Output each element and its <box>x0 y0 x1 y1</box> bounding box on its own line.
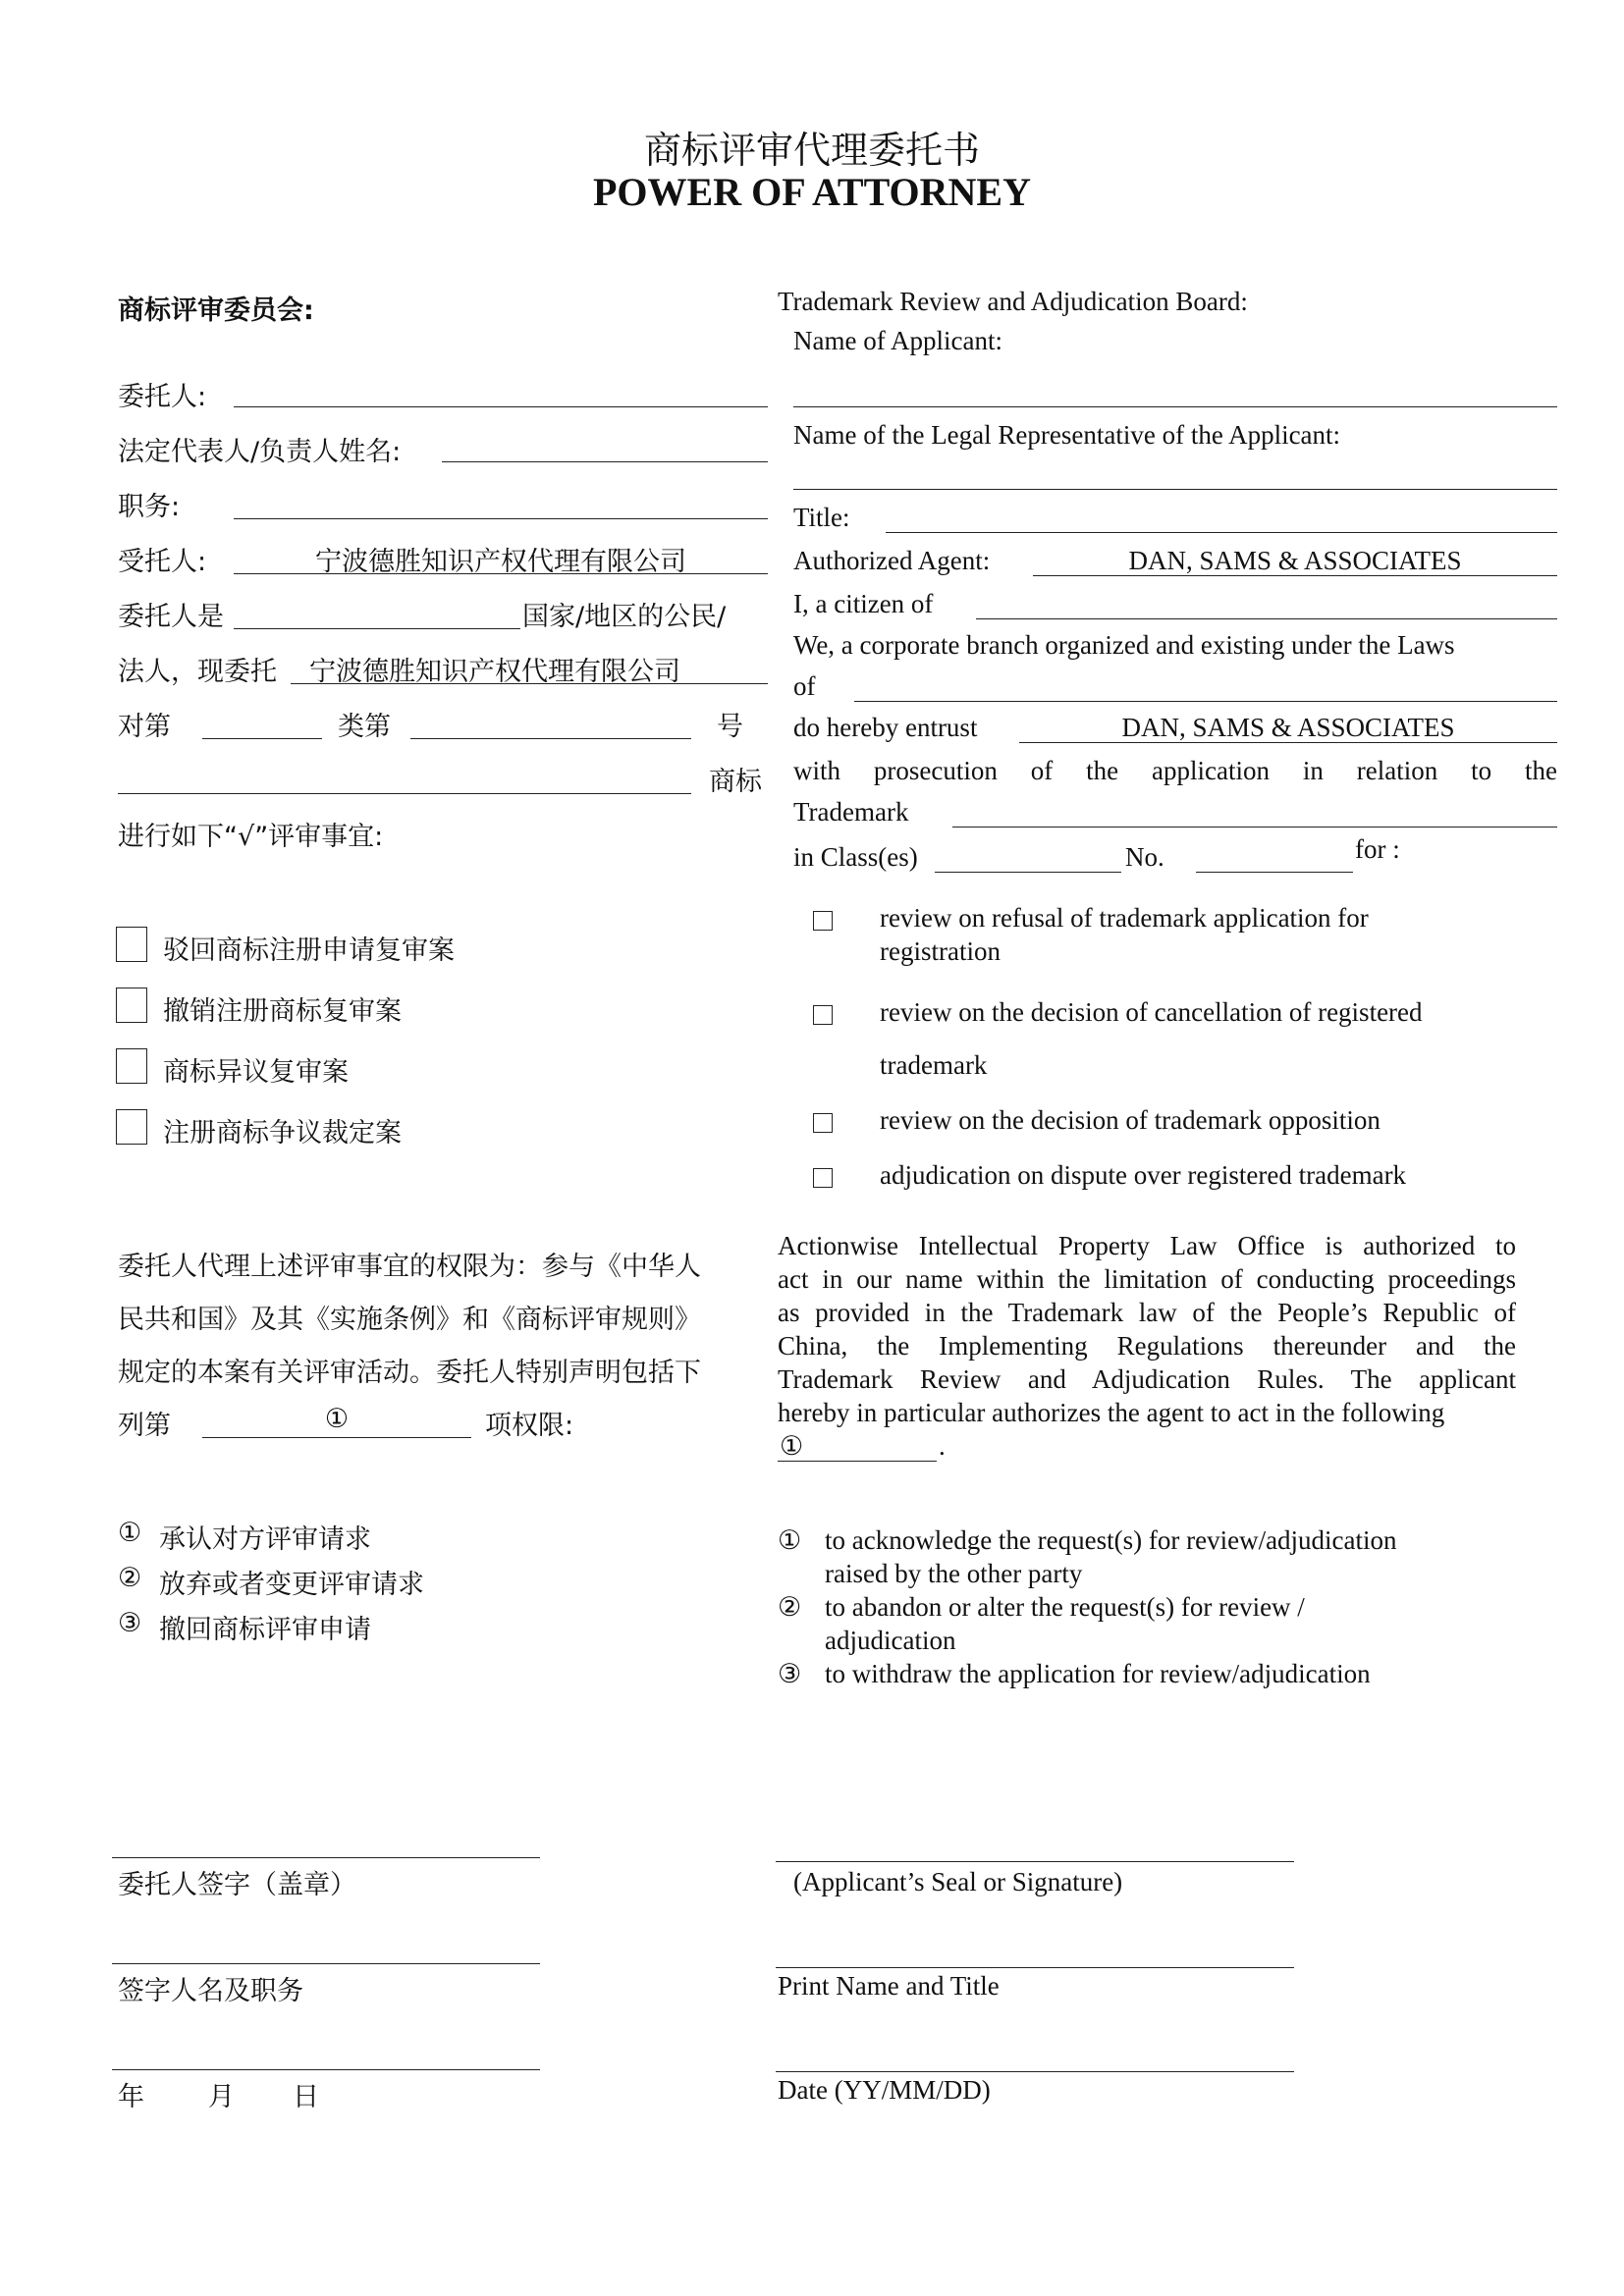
checkbox-refusal-review-en[interactable] <box>813 911 833 931</box>
trademark-field-zh[interactable] <box>118 793 691 794</box>
entrust-value-en: DAN, SAMS & ASSOCIATES <box>1121 713 1455 742</box>
power-text-zh: 撤回商标评审申请 <box>159 1615 371 1645</box>
authority-item-value-zh: ① <box>324 1404 350 1434</box>
signer-label-zh: 签字人名及职务 <box>118 1976 303 2006</box>
date-year-label: 年 <box>118 2082 144 2112</box>
signature-field-zh[interactable] <box>112 1857 540 1858</box>
class-field-en[interactable] <box>935 872 1121 873</box>
title-label: Title: <box>793 503 850 532</box>
power-number-zh: ③ <box>118 1608 142 1638</box>
checkbox-cancellation-review-zh[interactable] <box>116 988 147 1023</box>
entrust-field-zh[interactable] <box>291 683 768 684</box>
signature-label-zh: 委托人签字（盖章） <box>118 1870 356 1900</box>
class-label-b: 类第 <box>338 712 391 742</box>
legal-rep-label-zh: 法定代表人/负责人姓名: <box>118 437 402 467</box>
power-number-en: ③ <box>778 1659 802 1688</box>
entrust-label-en: do hereby entrust <box>793 713 978 742</box>
applicant-field[interactable] <box>793 406 1557 407</box>
date-label-en: Date (YY/MM/DD) <box>778 2075 991 2105</box>
power-number-zh: ① <box>118 1518 142 1548</box>
agent-value-en: DAN, SAMS & ASSOCIATES <box>1128 546 1462 575</box>
check-label-dispute-en: adjudication on dispute over registered trademark <box>880 1160 1407 1190</box>
trademark-suffix-zh: 商标 <box>709 767 762 797</box>
citizen-label-en: I, a citizen of <box>793 589 934 618</box>
power-number-zh: ② <box>118 1563 142 1593</box>
agent-field-zh[interactable] <box>234 573 768 574</box>
agent-label-zh: 受托人: <box>118 547 207 577</box>
number-field-en[interactable] <box>1196 872 1353 873</box>
authority-item-suffix-zh: 项权限: <box>485 1411 574 1441</box>
power-text-zh: 放弃或者变更评审请求 <box>159 1570 424 1600</box>
check-label-refusal-en: review on refusal of trademark application for <box>880 903 1369 933</box>
checkbox-dispute-adjudication-en[interactable] <box>813 1168 833 1188</box>
authority-line-en: Actionwise Intellectual Property Law Office is authorized to <box>778 1231 1516 1260</box>
power-number-en: ① <box>778 1525 802 1555</box>
class-label-en: in Class(es) <box>793 842 918 872</box>
laws-of-field[interactable] <box>854 701 1557 702</box>
power-text-en: to abandon or alter the request(s) for review / <box>825 1592 1305 1622</box>
power-text-en: raised by the other party <box>825 1559 1083 1588</box>
class-label-c: 号 <box>717 712 743 742</box>
authority-line-zh: 规定的本案有关评审活动。委托人特别声明包括下 <box>118 1358 701 1388</box>
signature-label-en: (Applicant’s Seal or Signature) <box>793 1867 1123 1896</box>
legal-rep-field-zh[interactable] <box>442 461 768 462</box>
agent-label-en: Authorized Agent: <box>793 546 991 575</box>
checkbox-refusal-review-zh[interactable] <box>116 927 147 962</box>
checkbox-opposition-review-en[interactable] <box>813 1113 833 1133</box>
authority-line-en: Trademark Review and Adjudication Rules. The applicant <box>778 1364 1516 1394</box>
signature-field-en[interactable] <box>776 1861 1294 1862</box>
checkbox-cancellation-review-en[interactable] <box>813 1005 833 1025</box>
title-zh: 商标评审代理委托书 <box>643 129 980 172</box>
citizen-prefix-zh: 委托人是 <box>118 602 224 632</box>
of-label: of <box>793 671 816 701</box>
authority-line-en: hereby in particular authorizes the agent to act in the following <box>778 1398 1445 1427</box>
title-en: POWER OF ATTORNEY <box>593 170 1031 214</box>
principal-label: 委托人: <box>118 382 207 412</box>
corporate-line: We, a corporate branch organized and existing under the Laws <box>793 630 1455 660</box>
check-label-opposition-en: review on the decision of trademark opposition <box>880 1105 1380 1135</box>
position-field[interactable] <box>234 518 768 519</box>
check-label-refusal-zh: 驳回商标注册申请复审案 <box>163 935 455 966</box>
check-intro-zh: 进行如下“√”评审事宜: <box>118 822 384 852</box>
entrust-value-zh: 宁波德胜知识产权代理有限公司 <box>309 657 680 687</box>
authority-line-zh: 民共和国》及其《实施条例》和《商标评审规则》 <box>118 1305 701 1335</box>
position-label: 职务: <box>118 492 181 522</box>
board-zh: 商标评审委员会: <box>118 295 314 326</box>
authority-line-en: act in our name within the limitation of conducting proceedings <box>778 1264 1516 1294</box>
authority-item-prefix-zh: 列第 <box>118 1411 171 1441</box>
date-field-en[interactable] <box>776 2071 1294 2072</box>
authority-line-zh: 委托人代理上述评审事宜的权限为：参与《中华人 <box>118 1252 701 1282</box>
applicant-label: Name of Applicant: <box>793 326 1002 355</box>
for-label-en: for : <box>1355 834 1400 864</box>
board-en: Trademark Review and Adjudication Board: <box>778 287 1248 316</box>
print-name-label: Print Name and Title <box>778 1971 1000 2001</box>
entrust-field-en[interactable] <box>1019 742 1557 743</box>
authority-item-field-en[interactable] <box>778 1461 937 1462</box>
citizen-field-zh[interactable] <box>234 628 520 629</box>
authority-item-value-en: ① <box>780 1431 804 1461</box>
legal-rep-field-en[interactable] <box>793 489 1557 490</box>
date-day-label: 日 <box>293 2082 319 2112</box>
print-name-field[interactable] <box>776 1967 1294 1968</box>
authority-line-en: as provided in the Trademark law of the People’s Republic of <box>778 1298 1516 1327</box>
trademark-field-en[interactable] <box>952 827 1557 828</box>
principal-field[interactable] <box>234 406 768 407</box>
agent-value-zh: 宁波德胜知识产权代理有限公司 <box>315 547 686 577</box>
authority-item-field-zh[interactable] <box>202 1437 471 1438</box>
title-field[interactable] <box>886 532 1557 533</box>
check-label-cancellation-en: trademark <box>880 1050 988 1080</box>
citizen-suffix-zh: 国家/地区的公民/ <box>522 602 727 632</box>
agent-field-en[interactable] <box>1033 575 1557 576</box>
check-label-opposition-zh: 商标异议复审案 <box>163 1057 349 1088</box>
power-text-en: adjudication <box>825 1626 956 1655</box>
authority-item-end: . <box>939 1431 946 1461</box>
legal-rep-label-en: Name of the Legal Representative of the Applicant: <box>793 420 1341 450</box>
trademark-label-en: Trademark <box>793 797 909 827</box>
power-number-en: ② <box>778 1592 802 1622</box>
authority-line-en: China, the Implementing Regulations thereunder and the <box>778 1331 1516 1361</box>
prosecution-line: with prosecution of the application in relation to the <box>793 756 1557 785</box>
signer-field-zh[interactable] <box>112 1963 540 1964</box>
checkbox-dispute-adjudication-zh[interactable] <box>116 1109 147 1145</box>
entrust-prefix-zh: 法人，现委托 <box>118 657 277 687</box>
class-label-a: 对第 <box>118 712 171 742</box>
check-label-dispute-zh: 注册商标争议裁定案 <box>163 1118 402 1148</box>
power-text-en: to withdraw the application for review/adjudication <box>825 1659 1371 1688</box>
check-label-cancellation-en: review on the decision of cancellation of registered <box>880 997 1423 1027</box>
check-label-refusal-en: registration <box>880 936 1001 966</box>
power-text-en: to acknowledge the request(s) for review/adjudication <box>825 1525 1397 1555</box>
class-field-zh[interactable] <box>202 738 322 739</box>
power-text-zh: 承认对方评审请求 <box>159 1524 371 1555</box>
no-label-en: No. <box>1125 842 1164 872</box>
check-label-cancellation-zh: 撤销注册商标复审案 <box>163 996 402 1027</box>
citizen-field-en[interactable] <box>976 618 1557 619</box>
checkbox-opposition-review-zh[interactable] <box>116 1048 147 1084</box>
date-field-zh[interactable] <box>112 2069 540 2070</box>
number-field-zh[interactable] <box>410 738 691 739</box>
date-month-label: 月 <box>208 2082 235 2112</box>
